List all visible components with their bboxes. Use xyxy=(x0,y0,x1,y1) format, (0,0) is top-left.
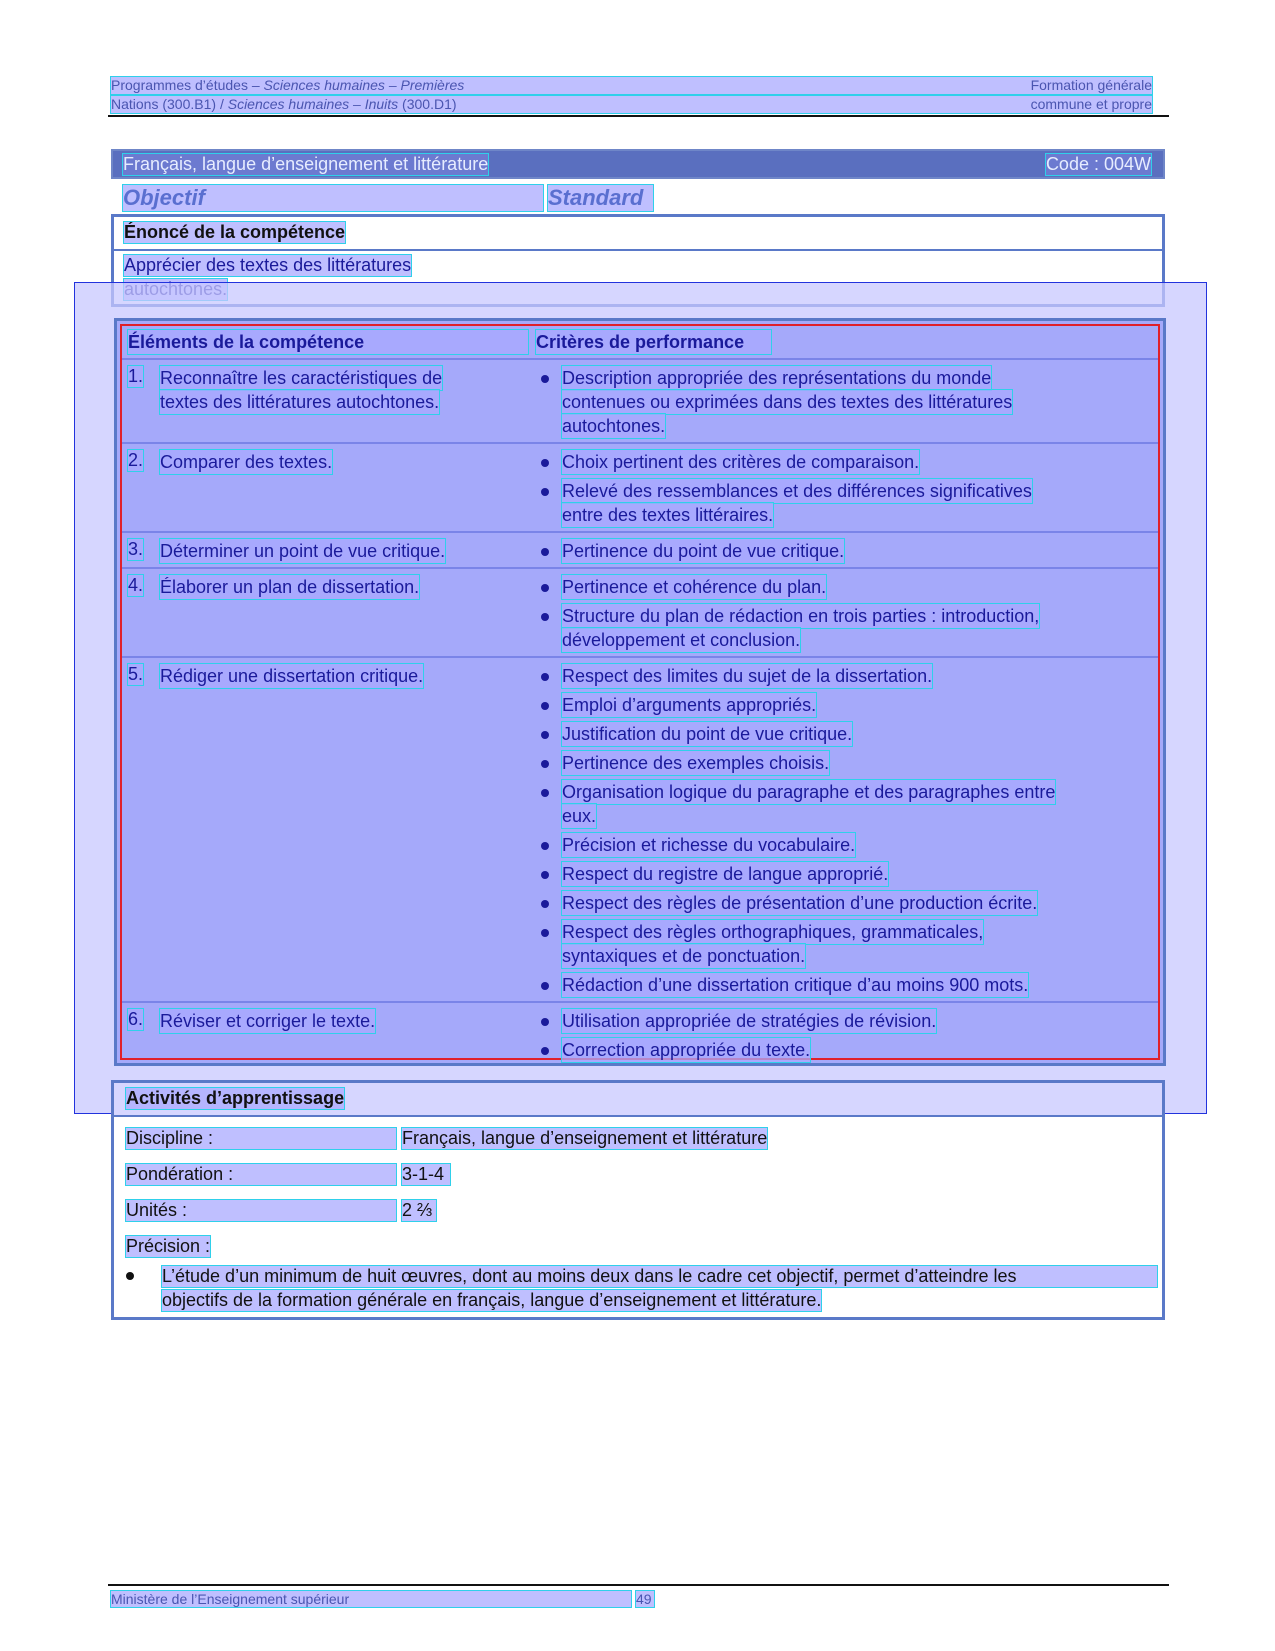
precision-line1: L’étude d’un minimum de huit œuvres, dont au moins deux dans le cadre cet objectif, permet d’atteindre les xyxy=(162,1266,1157,1287)
precision-bullet-icon xyxy=(126,1272,134,1280)
criteria-bullet-icon xyxy=(541,1047,549,1055)
criteria-bullet-icon xyxy=(541,789,549,797)
footer-page-number: 49 xyxy=(636,1591,654,1607)
criteria-bullet-icon xyxy=(541,584,549,592)
table-row xyxy=(122,442,1158,533)
criteria-text: Respect des règles orthographiques, grammaticales, xyxy=(562,922,984,942)
unites-label: Unités : xyxy=(126,1200,396,1221)
criteria-bullet-icon xyxy=(541,459,549,467)
criteria-bullet-icon xyxy=(541,900,549,908)
criteria-bullet-icon xyxy=(541,488,549,496)
table-row xyxy=(122,358,1158,444)
unites-value: 2 ⅔ xyxy=(402,1200,436,1221)
header-text-italic: Sciences humaines – Inuits xyxy=(227,96,399,112)
col-header-criteres: Critères de performance xyxy=(536,330,771,354)
criteria-bullet-icon xyxy=(541,1018,549,1026)
criteria-text: Relevé des ressemblances et des différences significatives xyxy=(562,481,1032,501)
criteria-bullet-icon xyxy=(541,548,549,556)
table-row xyxy=(122,656,1158,1003)
criteria-text: Organisation logique du paragraphe et des paragraphes entre xyxy=(562,782,1056,802)
header-text: Programmes d’études – xyxy=(111,77,264,93)
criteria-bullet-icon xyxy=(541,673,549,681)
element-text: Réviser et corriger le texte. xyxy=(160,1011,376,1031)
criteria-text: entre des textes littéraires. xyxy=(562,505,774,525)
element-number: 6. xyxy=(128,1009,144,1029)
element-text: Rédiger une dissertation critique. xyxy=(160,666,424,686)
activites-heading: Activités d’apprentissage xyxy=(126,1088,345,1108)
criteria-text: Respect des règles de présentation d’une production écrite. xyxy=(562,893,1038,913)
criteria-text: Pertinence des exemples choisis. xyxy=(562,753,830,773)
criteria-text: Respect du registre de langue approprié. xyxy=(562,864,889,884)
table-header-row xyxy=(122,326,1158,358)
discipline-label: Discipline : xyxy=(126,1128,396,1149)
element-text: Comparer des textes. xyxy=(160,452,333,472)
criteria-bullet-icon xyxy=(541,760,549,768)
table-row xyxy=(122,567,1158,658)
standard-label: Standard xyxy=(548,185,653,211)
table-row xyxy=(122,531,1158,569)
criteria-text: syntaxiques et de ponctuation. xyxy=(562,946,806,966)
enonce-heading: Énoncé de la compétence xyxy=(124,222,346,242)
criteria-text: Précision et richesse du vocabulaire. xyxy=(562,835,856,855)
criteria-bullet-icon xyxy=(541,982,549,990)
criteria-text: Structure du plan de rédaction en trois parties : introduction, xyxy=(562,606,1040,626)
criteria-text: eux. xyxy=(562,806,597,826)
element-number: 3. xyxy=(128,539,144,559)
criteria-text: Choix pertinent des critères de comparaison. xyxy=(562,452,920,472)
element-text: textes des littératures autochtones. xyxy=(160,392,440,412)
header-text-italic: Sciences humaines – Premières xyxy=(263,77,465,93)
criteria-bullet-icon xyxy=(541,375,549,383)
table-inner-frame xyxy=(120,324,1160,1060)
header-right-line1: Formation générale xyxy=(1030,77,1152,93)
header-rule xyxy=(108,115,1169,117)
criteria-text: Pertinence du point de vue critique. xyxy=(562,541,845,561)
element-number: 2. xyxy=(128,450,144,470)
header-text: (300.D1) xyxy=(398,96,457,112)
element-number: 4. xyxy=(128,575,144,595)
element-text: Reconnaître les caractéristiques de xyxy=(160,368,443,388)
course-title: Français, langue d’enseignement et littérature xyxy=(123,154,489,174)
criteria-text: développement et conclusion. xyxy=(562,630,801,650)
criteria-text: Pertinence et cohérence du plan. xyxy=(562,577,827,597)
criteria-text: Description appropriée des représentations du monde xyxy=(562,368,992,388)
element-text: Déterminer un point de vue critique. xyxy=(160,541,446,561)
header-right-line2: commune et propre xyxy=(1030,96,1152,112)
ponderation-label: Pondération : xyxy=(126,1164,396,1185)
objectif-label: Objectif xyxy=(123,185,543,211)
element-number: 1. xyxy=(128,366,144,386)
competence-table xyxy=(114,318,1166,1066)
criteria-bullet-icon xyxy=(541,929,549,937)
footer-rule xyxy=(108,1584,1169,1586)
criteria-text: Utilisation appropriée de stratégies de révision. xyxy=(562,1011,937,1031)
criteria-text: Correction appropriée du texte. xyxy=(562,1040,811,1060)
criteria-text: Emploi d’arguments appropriés. xyxy=(562,695,817,715)
header-program-line2 xyxy=(111,96,1152,113)
criteria-bullet-icon xyxy=(541,842,549,850)
header-text: Nations (300.B1) / xyxy=(111,96,228,112)
activites-box xyxy=(111,1080,1165,1320)
activites-header xyxy=(114,1083,1162,1117)
criteria-text: autochtones. xyxy=(562,416,666,436)
header-program-line1 xyxy=(111,77,1152,94)
precision-line2: objectifs de la formation générale en français, langue d’enseignement et littérature. xyxy=(162,1290,822,1310)
course-code: Code : 004W xyxy=(1045,154,1151,174)
criteria-bullet-icon xyxy=(541,731,549,739)
criteria-text: Rédaction d’une dissertation critique d’au moins 900 mots. xyxy=(562,975,1029,995)
col-header-elements: Éléments de la compétence xyxy=(128,330,528,354)
footer-ministry: Ministère de l’Enseignement supérieur xyxy=(111,1591,631,1607)
element-number: 5. xyxy=(128,664,144,684)
course-bar xyxy=(111,149,1165,179)
enonce-text-line1: Apprécier des textes des littératures xyxy=(124,255,412,275)
criteria-text: contenues ou exprimées dans des textes des littératures xyxy=(562,392,1013,412)
criteria-bullet-icon xyxy=(541,871,549,879)
criteria-text: Respect des limites du sujet de la dissertation. xyxy=(562,666,933,686)
element-text: Élaborer un plan de dissertation. xyxy=(160,577,420,597)
criteria-bullet-icon xyxy=(541,613,549,621)
enonce-header xyxy=(114,217,1162,251)
discipline-value: Français, langue d’enseignement et littérature xyxy=(402,1128,768,1148)
criteria-text: Justification du point de vue critique. xyxy=(562,724,853,744)
table-row xyxy=(122,1001,1158,1068)
criteria-bullet-icon xyxy=(541,702,549,710)
precision-label: Précision : xyxy=(126,1236,211,1256)
ponderation-value: 3-1-4 xyxy=(402,1164,450,1185)
